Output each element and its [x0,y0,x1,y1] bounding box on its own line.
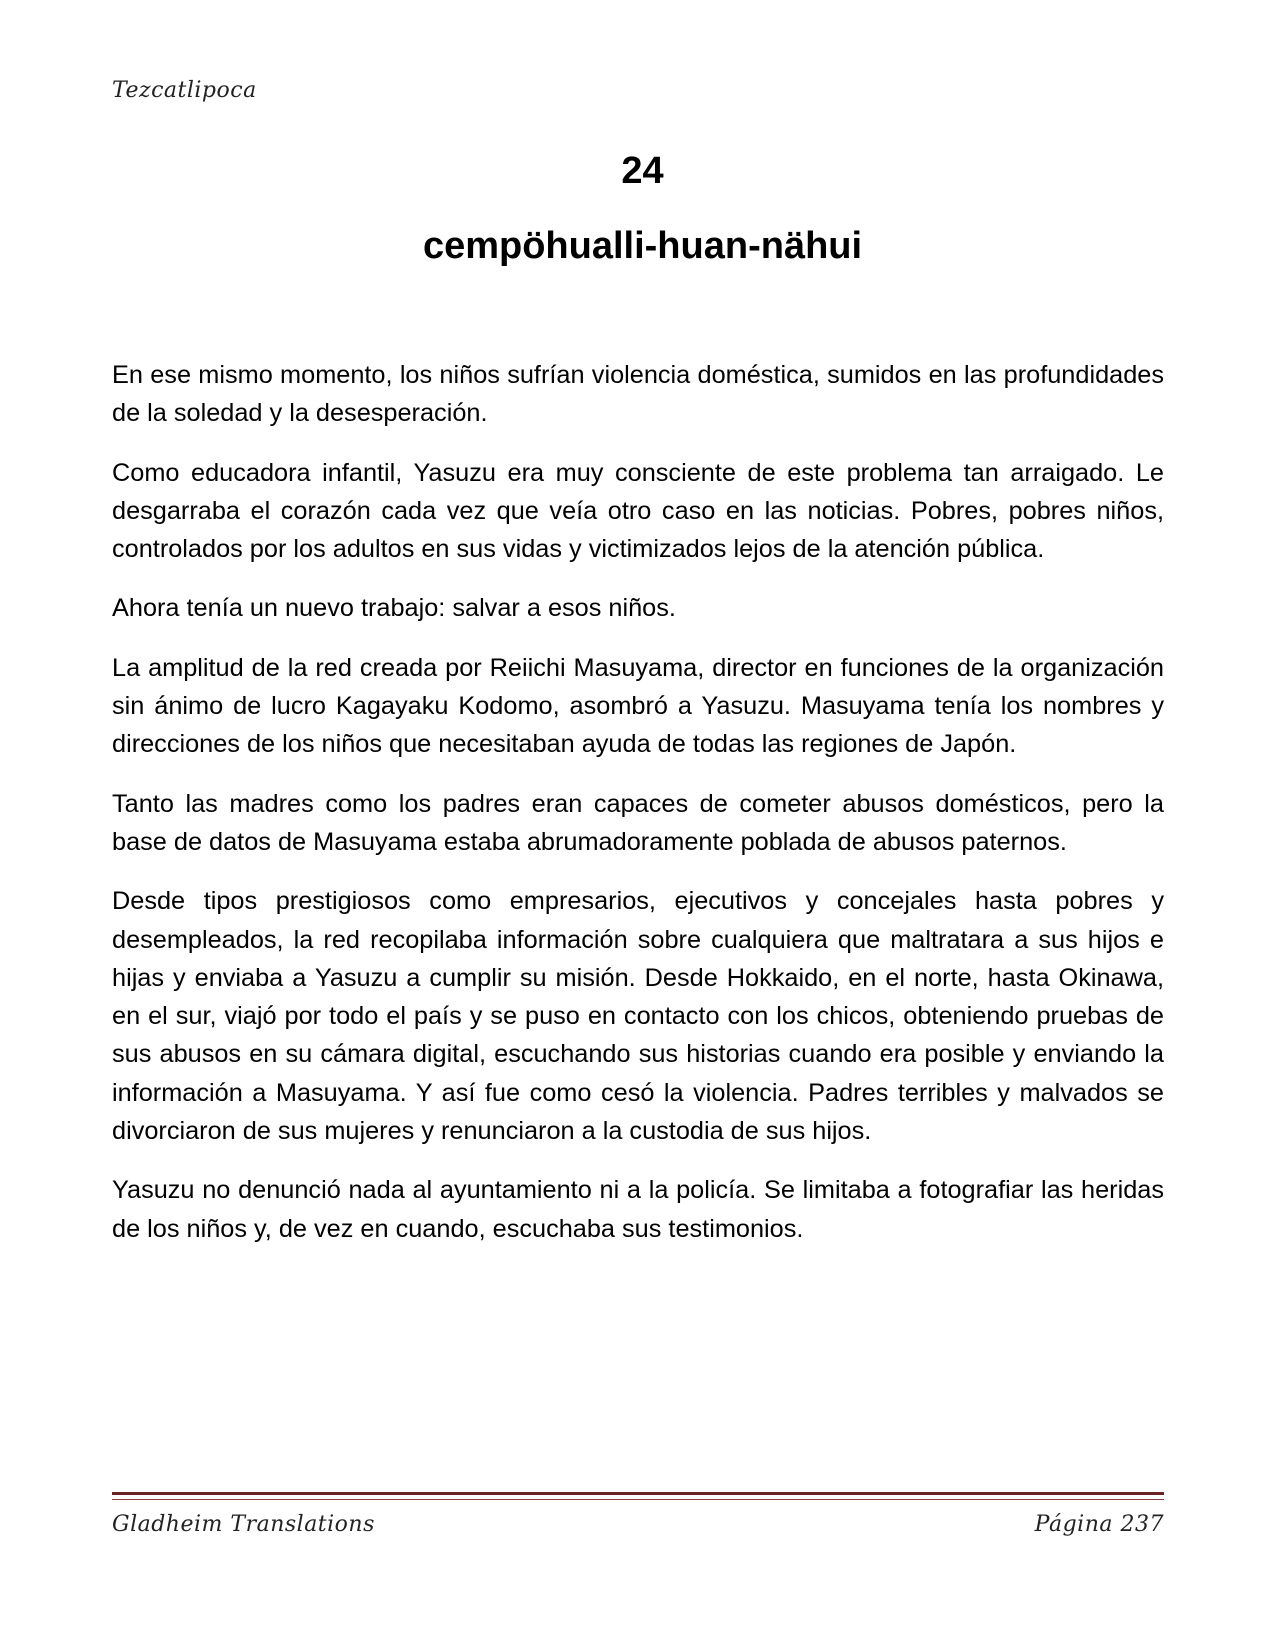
footer-divider [112,1492,1164,1495]
chapter-number: 24 [621,150,664,192]
paragraph: Yasuzu no denunció nada al ayuntamiento ni a la policía. Se limitaba a fotografiar las heridas de los niños y, de vez en cuando, escuchaba sus testimonios. [112,1176,1164,1243]
footer-publisher: Gladheim Translations [112,1512,375,1537]
paragraph: Ahora tenía un nuevo trabajo: salvar a esos niños. [112,594,676,623]
paragraph: Como educadora infantil, Yasuzu era muy consciente de este problema tan arraigado. Le desgarraba el corazón cada vez que veía otro caso en las noticias. Pobres, pobres niños, controlados por los adultos en sus vidas y victimizados lejos de la atención pública. [112,458,1164,564]
body-text [112,356,1164,1269]
paragraph: La amplitud de la red creada por Reiichi Masuyama, director en funciones de la organización sin ánimo de lucro Kagayaku Kodomo, asombró a Yasuzu. Masuyama tenía los nombres y direcciones de los niños que necesitaban ayuda de todas las regiones de Japón. [112,653,1164,759]
paragraph: Desde tipos prestigiosos como empresarios, ejecutivos y concejales hasta pobres y desempleados, la red recopilaba información sobre cualquiera que maltratara a sus hijos e hijas y enviaba a Yasuzu a cumplir su misión. Desde Hokkaido, en el norte, hasta Okinawa, en el sur, viajó por todo el país y se puso en contacto con los chicos, obteniendo pruebas de sus abusos en su cámara digital, escuchando sus historias cuando era posible y enviando la información a Masuyama. Y así fue como cesó la violencia. Padres terribles y malvados se divorciaron de sus mujeres y renunciaron a la custodia de sus hijos. [112,887,1164,1146]
footer-page-number: Página 237 [1034,1512,1164,1537]
paragraph: En ese mismo momento, los niños sufrían violencia doméstica, sumidos en las profundidades de la soledad y la desesperación. [112,361,1164,428]
chapter-title: cempöhualli-huan-nähui [422,225,863,267]
paragraph: Tanto las madres como los padres eran capaces de cometer abusos domésticos, pero la base de datos de Masuyama estaba abrumadoramente poblada de abusos paternos. [112,789,1164,856]
footer-divider-thin [112,1499,1164,1500]
running-header: Tezcatlipoca [112,78,257,103]
